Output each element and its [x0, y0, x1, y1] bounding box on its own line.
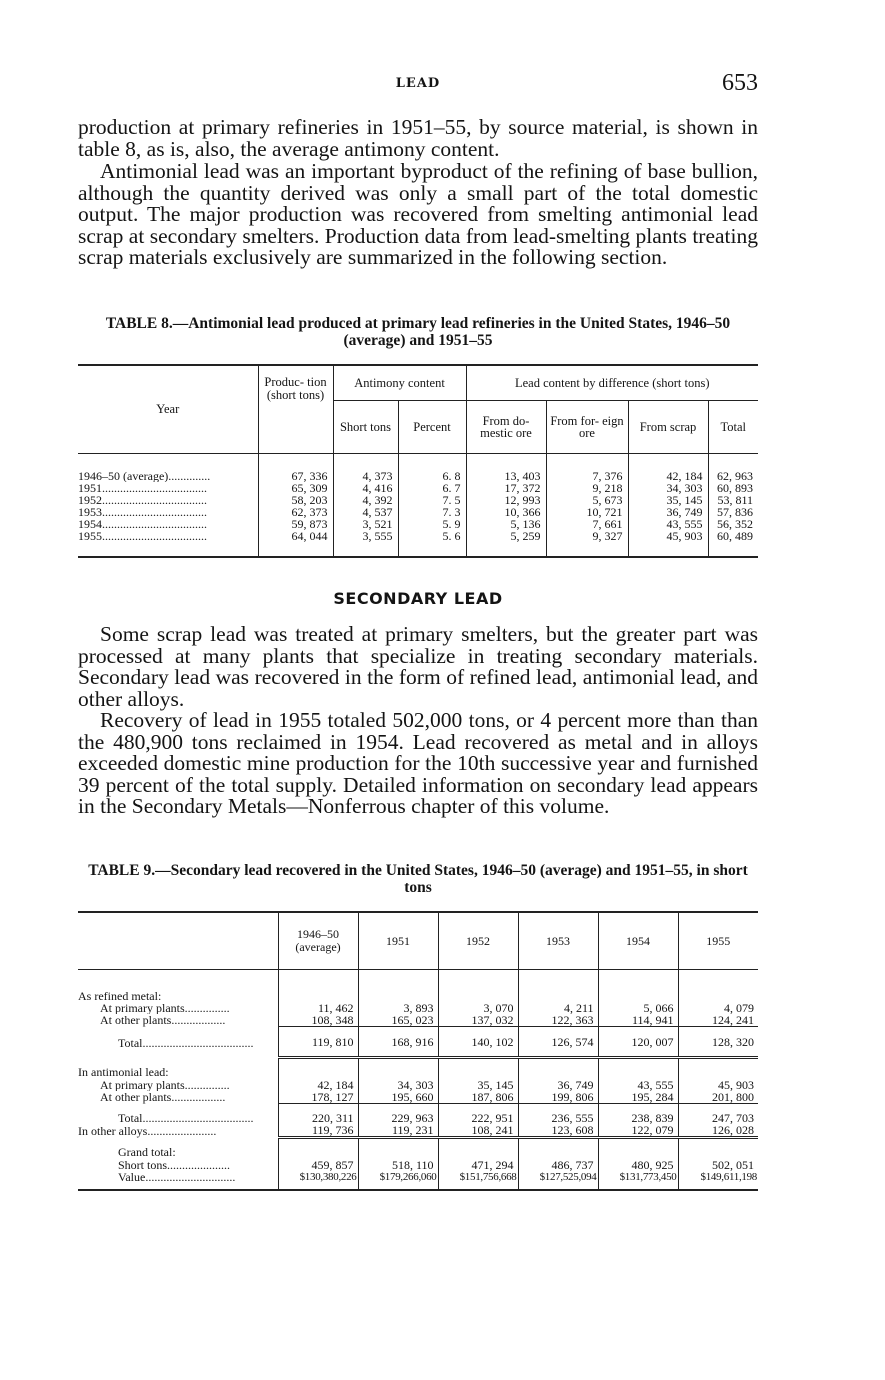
table9-col-header: 1946–50 (average) — [278, 912, 358, 970]
cell: 471, 294 — [438, 1159, 518, 1171]
cell: 201, 800 — [678, 1091, 758, 1104]
table-row — [78, 970, 758, 1003]
table-row — [78, 530, 758, 557]
table9-stub-header — [78, 912, 278, 970]
cell: 59, 873 — [258, 518, 333, 530]
table9-col-header: 1955 — [678, 912, 758, 970]
cell: 3, 521 — [333, 518, 398, 530]
cell — [438, 1138, 518, 1160]
table8-header-lead: Lead content by difference (short tons) — [466, 365, 758, 401]
paragraph-secondary: Some scrap lead was treated at primary smelters, but the greater part was processed at many plants that specialize in treating secondary materials. Secondary lead was recovered in the form of refined lead, antimonial lead, and other alloys. — [78, 622, 758, 711]
cell: 108, 241 — [438, 1124, 518, 1138]
table8-header-percent: Percent — [398, 401, 466, 454]
cell: 137, 032 — [438, 1014, 518, 1027]
cell: 6. 7 — [398, 482, 466, 494]
row-label: At other plants.................. — [100, 1014, 226, 1027]
cell: 7. 5 — [398, 494, 466, 506]
cell: 165, 023 — [358, 1014, 438, 1027]
group-heading: In antimonial lead: — [78, 1065, 169, 1079]
cell — [598, 1058, 678, 1080]
row-label: 1954................................... — [78, 518, 207, 530]
row-label: Total..................................... — [118, 1110, 254, 1124]
cell: 480, 925 — [598, 1159, 678, 1171]
cell — [678, 1058, 758, 1080]
cell: 34, 303 — [628, 482, 708, 494]
table-row — [78, 1124, 758, 1138]
page-number: 653 — [722, 70, 758, 96]
cell: 62, 373 — [258, 506, 333, 518]
cell: 4, 416 — [333, 482, 398, 494]
cell: 35, 145 — [628, 494, 708, 506]
cell: 42, 184 — [628, 454, 708, 483]
table8-title — [78, 315, 758, 349]
cell: 56, 352 — [708, 518, 758, 530]
table8-caption: —Antimonial lead produced at primary lead refineries in the United States, 1946–50 (average) and 1951–55 — [172, 315, 731, 349]
table8-header-foreign: From for- eign ore — [546, 401, 628, 454]
row-label: 1955................................... — [78, 530, 207, 543]
cell: 459, 857 — [278, 1159, 358, 1171]
table8-header-scrap: From scrap — [628, 401, 708, 454]
cell: 108, 348 — [278, 1014, 358, 1027]
cell: 65, 309 — [258, 482, 333, 494]
cell: 13, 403 — [466, 454, 546, 483]
cell — [438, 970, 518, 1003]
cell — [518, 1138, 598, 1160]
cell: 57, 836 — [708, 506, 758, 518]
cell — [518, 1058, 598, 1080]
table9-col-header: 1951 — [358, 912, 438, 970]
table9-col-header: 1952 — [438, 912, 518, 970]
cell — [278, 970, 358, 1003]
cell — [438, 1058, 518, 1080]
cell: 7. 3 — [398, 506, 466, 518]
cell: 12, 993 — [466, 494, 546, 506]
cell: 5, 259 — [466, 530, 546, 557]
cell: $131,773,450 — [598, 1171, 678, 1190]
cell: 62, 963 — [708, 454, 758, 483]
cell: 187, 806 — [438, 1091, 518, 1104]
cell — [278, 1058, 358, 1080]
cell: $127,525,094 — [518, 1171, 598, 1190]
cell: 199, 806 — [518, 1091, 598, 1104]
cell: 34, 303 — [358, 1079, 438, 1091]
cell: 220, 311 — [278, 1104, 358, 1125]
cell: 45, 903 — [628, 530, 708, 557]
row-label: Short tons..................... — [118, 1159, 231, 1171]
table8-header-domestic: From do- mestic ore — [466, 401, 546, 454]
cell: 7, 376 — [546, 454, 628, 483]
cell: 17, 372 — [466, 482, 546, 494]
table-row — [78, 518, 758, 530]
cell: 36, 749 — [518, 1079, 598, 1091]
cell: 10, 721 — [546, 506, 628, 518]
row-label: 1951................................... — [78, 482, 207, 494]
cell: 222, 951 — [438, 1104, 518, 1125]
cell: 60, 893 — [708, 482, 758, 494]
cell: 114, 941 — [598, 1014, 678, 1027]
cell: 122, 363 — [518, 1014, 598, 1027]
cell: 119, 736 — [278, 1124, 358, 1138]
cell: 6. 8 — [398, 454, 466, 483]
cell: 43, 555 — [628, 518, 708, 530]
running-head: LEAD — [395, 76, 441, 91]
cell: 9, 218 — [546, 482, 628, 494]
cell: 486, 737 — [518, 1159, 598, 1171]
cell: 229, 963 — [358, 1104, 438, 1125]
table9-title — [78, 862, 758, 896]
cell: 5. 6 — [398, 530, 466, 557]
cell: 5, 066 — [598, 1002, 678, 1014]
row-label: Value.............................. — [118, 1171, 236, 1184]
page-header — [78, 70, 758, 100]
table-row — [78, 1058, 758, 1080]
table9-number: TABLE 9. — [88, 862, 156, 879]
cell: 4, 373 — [333, 454, 398, 483]
cell: 53, 811 — [708, 494, 758, 506]
cell: 124, 241 — [678, 1014, 758, 1027]
table8-header-antimony: Antimony content — [333, 365, 466, 401]
cell: 123, 608 — [518, 1124, 598, 1138]
table8-header-total: Total — [708, 401, 758, 454]
table-row — [78, 1014, 758, 1027]
cell: 36, 749 — [628, 506, 708, 518]
table-row — [78, 454, 758, 483]
cell — [278, 1138, 358, 1160]
paragraph-recovery: Recovery of lead in 1955 totaled 502,000 tons, or 4 percent more than than the 480,900 tons reclaimed in 1954. Lead recovered as metal and in alloys exceeded domestic mine production for the 10th successive year and furnished 39 percent of the total supply. Detailed information on secondary lead appears in the Secondary Metals—Nonferrous chapter of this volume. — [78, 708, 758, 819]
table8 — [78, 364, 758, 558]
row-label: In other alloys....................... — [78, 1124, 217, 1138]
cell: 126, 028 — [678, 1124, 758, 1138]
cell — [358, 970, 438, 1003]
cell — [598, 970, 678, 1003]
table-row — [78, 1171, 758, 1190]
row-label: 1953................................... — [78, 506, 207, 518]
cell: 5, 136 — [466, 518, 546, 530]
cell — [678, 1138, 758, 1160]
cell: 502, 051 — [678, 1159, 758, 1171]
table8-number: TABLE 8. — [105, 315, 173, 332]
cell: 236, 555 — [518, 1104, 598, 1125]
cell: 5. 9 — [398, 518, 466, 530]
cell: 4, 392 — [333, 494, 398, 506]
cell — [678, 970, 758, 1003]
row-label: At other plants.................. — [100, 1091, 226, 1104]
section-heading: SECONDARY LEAD — [333, 589, 503, 608]
cell: 3, 555 — [333, 530, 398, 557]
cell: 42, 184 — [278, 1079, 358, 1091]
table-row — [78, 1138, 758, 1160]
table-row — [78, 1104, 758, 1125]
cell: 195, 660 — [358, 1091, 438, 1104]
cell: $149,611,198 — [678, 1171, 758, 1190]
cell — [358, 1058, 438, 1080]
cell: 238, 839 — [598, 1104, 678, 1125]
cell: 168, 916 — [358, 1027, 438, 1058]
cell — [598, 1138, 678, 1160]
cell: 58, 203 — [258, 494, 333, 506]
cell: 518, 110 — [358, 1159, 438, 1171]
cell: $151,756,668 — [438, 1171, 518, 1190]
paragraph-antimonial: Antimonial lead was an important byproduct of the refining of base bullion, although the quantity derived was only a small part of the total domestic output. The major production was recovered from smelting antimonial lead scrap at secondary smelters. Production data from lead-smelting plants treating scrap materials exclusively are summarized in the following section. — [78, 159, 758, 270]
cell: 60, 489 — [708, 530, 758, 557]
table9 — [78, 911, 758, 1191]
cell: 11, 462 — [278, 1002, 358, 1014]
cell — [518, 970, 598, 1003]
cell: 120, 007 — [598, 1027, 678, 1058]
group-heading: As refined metal: — [78, 989, 162, 1002]
row-label: At primary plants............... — [100, 1079, 230, 1091]
cell: 45, 903 — [678, 1079, 758, 1091]
table9-col-header: 1954 — [598, 912, 678, 970]
cell: 35, 145 — [438, 1079, 518, 1091]
cell: 247, 703 — [678, 1104, 758, 1125]
table-row — [78, 482, 758, 494]
cell: 67, 336 — [258, 454, 333, 483]
cell: 4, 537 — [333, 506, 398, 518]
table-row — [78, 1159, 758, 1171]
cell: 178, 127 — [278, 1091, 358, 1104]
table8-header-short-tons: Short tons — [333, 401, 398, 454]
cell: 3, 893 — [358, 1002, 438, 1014]
table9-caption: —Secondary lead recovered in the United States, 1946–50 (average) and 1951–55, in short tons — [155, 862, 748, 896]
cell: 43, 555 — [598, 1079, 678, 1091]
cell: 126, 574 — [518, 1027, 598, 1058]
table-row — [78, 1091, 758, 1104]
cell: $130,380,226 — [278, 1171, 358, 1190]
cell: 7, 661 — [546, 518, 628, 530]
paragraph-intro: production at primary refineries in 1951–55, by source material, is shown in table 8, as is, also, the average antimony content. — [78, 115, 758, 161]
cell: 4, 211 — [518, 1002, 598, 1014]
row-label: 1952................................... — [78, 494, 207, 506]
cell: 9, 327 — [546, 530, 628, 557]
cell: $179,266,060 — [358, 1171, 438, 1190]
cell: 64, 044 — [258, 530, 333, 557]
cell: 4, 079 — [678, 1002, 758, 1014]
cell: 122, 079 — [598, 1124, 678, 1138]
table-row — [78, 1027, 758, 1058]
table8-header-production: Produc- tion (short tons) — [258, 365, 333, 454]
table9-col-header: 1953 — [518, 912, 598, 970]
row-label: 1946–50 (average).............. — [78, 469, 211, 482]
cell: 3, 070 — [438, 1002, 518, 1014]
table8-header-year: Year — [78, 365, 258, 454]
cell: 119, 231 — [358, 1124, 438, 1138]
cell: 5, 673 — [546, 494, 628, 506]
cell: 119, 810 — [278, 1027, 358, 1058]
cell: 128, 320 — [678, 1027, 758, 1058]
row-label: Total..................................... — [118, 1035, 254, 1050]
cell — [358, 1138, 438, 1160]
table-row — [78, 506, 758, 518]
cell: 195, 284 — [598, 1091, 678, 1104]
group-heading: Grand total: — [118, 1145, 176, 1159]
row-label: At primary plants............... — [100, 1002, 230, 1014]
cell: 140, 102 — [438, 1027, 518, 1058]
table-row — [78, 494, 758, 506]
cell: 10, 366 — [466, 506, 546, 518]
